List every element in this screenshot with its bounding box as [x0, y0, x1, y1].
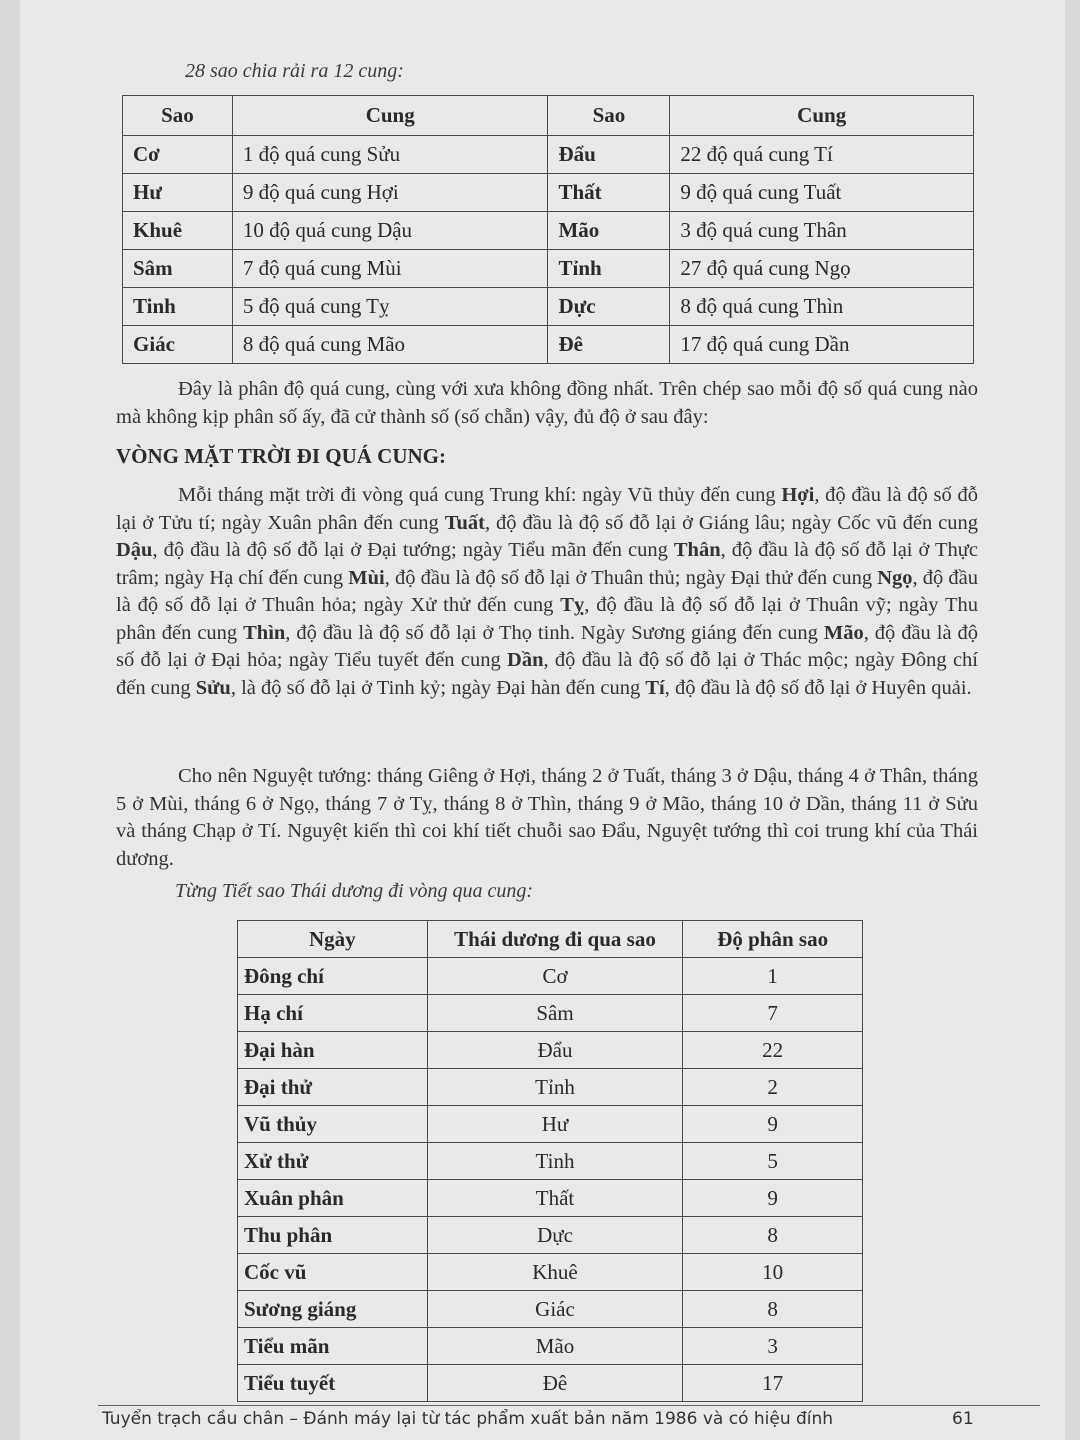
degree-cell: 1	[683, 958, 863, 995]
degree-cell: 8	[683, 1217, 863, 1254]
col-header-cung: Cung	[670, 96, 974, 136]
text-run: , độ đầu là độ số đỗ lại ở Đại tướng; ngày Tiểu mãn đến cung	[152, 539, 674, 561]
star-cell: Sâm	[123, 250, 233, 288]
solar-terms-table	[237, 920, 863, 1402]
star-cell: Khuê	[123, 212, 233, 250]
degree-cell: 2	[683, 1069, 863, 1106]
palace-name: Thân	[673, 539, 721, 561]
text-run: , độ đầu là độ số đỗ lại ở Đại hỏa; ngày Tiểu tuyết đến cung	[116, 621, 978, 671]
star-cell: Cơ	[427, 958, 683, 995]
page-number: 61	[952, 1409, 974, 1429]
star-cell: Sâm	[427, 995, 683, 1032]
degree-cell: 22	[683, 1032, 863, 1069]
table2-caption: Từng Tiết sao Thái dương đi vòng qua cung:	[175, 880, 534, 902]
col-header-cung: Cung	[232, 96, 548, 136]
palace-name: Mão	[823, 621, 864, 644]
table-row	[123, 174, 974, 212]
palace-cell: 5 độ quá cung Tỵ	[232, 288, 548, 326]
degree-cell: 17	[683, 1365, 863, 1402]
palace-cell: 7 độ quá cung Mùi	[232, 250, 548, 288]
star-cell: Thất	[548, 174, 670, 212]
palace-name: Ngọ	[877, 566, 913, 589]
day-cell: Xử thử	[238, 1143, 428, 1180]
star-cell: Tinh	[123, 288, 233, 326]
star-cell: Đẩu	[427, 1032, 683, 1069]
text-run: Mỗi tháng mặt trời đi vòng quá cung Trung khí: ngày Vũ thủy đến cung	[178, 484, 782, 506]
footer-text: Tuyển trạch cầu chân – Đánh máy lại từ tác phẩm xuất bản năm 1986 và có hiệu đính	[102, 1409, 834, 1429]
text-run: , độ đầu là độ số đỗ lại ở Tửu tí; ngày Xuân phân đến cung	[116, 484, 978, 534]
degree-cell: 9	[683, 1106, 863, 1143]
text-run: , độ đầu là độ số đỗ lại ở Thực trâm; ngày Hạ chí đến cung	[116, 539, 978, 589]
table-row	[238, 1254, 863, 1291]
star-cell: Tinh	[427, 1143, 683, 1180]
palace-cell: 8 độ quá cung Mão	[232, 326, 548, 364]
palace-name: Hợi	[781, 484, 815, 506]
palace-name: Dậu	[116, 539, 153, 561]
star-cell: Đê	[427, 1365, 683, 1402]
palace-cell: 3 độ quá cung Thân	[670, 212, 974, 250]
text-run: , độ đầu là độ số đỗ lại ở Thuân vỹ; ngày Thu phân đến cung	[116, 594, 979, 644]
palace-cell: 8 độ quá cung Thìn	[670, 288, 974, 326]
palace-cell: 1 độ quá cung Sửu	[232, 136, 548, 174]
day-cell: Đông chí	[238, 958, 428, 995]
palace-cell: 22 độ quá cung Tí	[670, 136, 974, 174]
table-row	[238, 1143, 863, 1180]
star-cell: Thất	[427, 1180, 683, 1217]
table-row	[238, 1180, 863, 1217]
day-cell: Tiểu tuyết	[238, 1365, 428, 1402]
palace-name: Tỵ	[560, 594, 585, 616]
table-row	[238, 1328, 863, 1365]
table-header-row	[123, 96, 974, 136]
star-cell: Mão	[427, 1328, 683, 1365]
table-header-row	[238, 921, 863, 958]
table1-caption: 28 sao chia rải ra 12 cung:	[185, 60, 404, 82]
palace-cell: 9 độ quá cung Hợi	[232, 174, 548, 212]
star-cell: Giác	[123, 326, 233, 364]
table-row	[238, 1291, 863, 1328]
table-row	[123, 288, 974, 326]
text-run: , là độ số đỗ lại ở Tinh kỷ; ngày Đại hàn đến cung	[230, 676, 646, 699]
star-cell: Khuê	[427, 1254, 683, 1291]
table-row	[123, 250, 974, 288]
degree-cell: 9	[683, 1180, 863, 1217]
text-run: , độ đầu là độ số đỗ lại ở Thác mộc; ngày Đông chí đến cung	[116, 649, 978, 699]
day-cell: Sương giáng	[238, 1291, 428, 1328]
degree-cell: 8	[683, 1291, 863, 1328]
col-header-sao: Sao	[123, 96, 233, 136]
day-cell: Đại hàn	[238, 1032, 428, 1069]
star-cell: Dực	[548, 288, 670, 326]
day-cell: Vũ thủy	[238, 1106, 428, 1143]
star-cell: Tỉnh	[548, 250, 670, 288]
degree-cell: 10	[683, 1254, 863, 1291]
day-cell: Thu phân	[238, 1217, 428, 1254]
section-heading: VÒNG MẶT TRỜI ĐI QUÁ CUNG:	[116, 444, 446, 468]
palace-name: Tuất	[444, 511, 486, 534]
table-row	[238, 1032, 863, 1069]
col-header-thai-duong: Thái dương đi qua sao	[427, 921, 683, 958]
day-cell: Xuân phân	[238, 1180, 428, 1217]
star-cell: Giác	[427, 1291, 683, 1328]
paragraph-sun-palaces	[116, 482, 978, 702]
text-run: , độ đầu là độ số đỗ lại ở Huyên quải.	[664, 676, 972, 699]
palace-name: Thìn	[243, 621, 286, 644]
day-cell: Đại thử	[238, 1069, 428, 1106]
table-row	[238, 1217, 863, 1254]
table-row	[238, 1365, 863, 1402]
star-cell: Dực	[427, 1217, 683, 1254]
col-header-sao: Sao	[548, 96, 670, 136]
paragraph-moon-generals: Cho nên Nguyệt tướng: tháng Giêng ở Hợi, tháng 2 ở Tuất, tháng 3 ở Dậu, tháng 4 ở Thân, tháng 5 ở Mùi, tháng 6 ở Ngọ, tháng 7 ở Tỵ, tháng 8 ở Thìn, tháng 9 ở Mão, tháng 10 ở Dần, tháng 11 ở Sửu và tháng Chạp ở Tí. Nguyệt kiến thì coi khí tiết chuỗi sao Đẩu, Nguyệt tướng thì coi trung khí của Thái dương.	[116, 765, 978, 870]
palace-name: Tí	[645, 676, 665, 699]
footer-divider	[98, 1405, 1040, 1406]
text-run: , độ đầu là độ số đỗ lại ở Thuân hỏa; ngày Xử thử đến cung	[116, 566, 978, 616]
palace-cell: 27 độ quá cung Ngọ	[670, 250, 974, 288]
star-cell: Hư	[427, 1106, 683, 1143]
palace-cell: 9 độ quá cung Tuất	[670, 174, 974, 212]
table-row	[238, 958, 863, 995]
day-cell: Tiểu mãn	[238, 1328, 428, 1365]
palace-cell: 10 độ quá cung Dậu	[232, 212, 548, 250]
table-row	[123, 136, 974, 174]
text-run: , độ đầu là độ số đỗ lại ở Thuân thủ; ngày Đại thử đến cung	[384, 566, 878, 589]
table-row	[123, 212, 974, 250]
stars-palace-table	[122, 95, 974, 364]
star-cell: Đẩu	[548, 136, 670, 174]
star-cell: Đê	[548, 326, 670, 364]
table-row	[238, 995, 863, 1032]
palace-cell: 17 độ quá cung Dần	[670, 326, 974, 364]
text-run: , độ đầu là độ số đỗ lại ở Giáng lâu; ngày Cốc vũ đến cung	[485, 511, 979, 534]
table-row	[238, 1106, 863, 1143]
book-page	[20, 0, 1065, 1440]
palace-name: Mùi	[348, 566, 385, 589]
star-cell: Cơ	[123, 136, 233, 174]
col-header-ngay: Ngày	[238, 921, 428, 958]
palace-name: Dần	[507, 649, 544, 671]
table-row	[238, 1069, 863, 1106]
table-row	[123, 326, 974, 364]
day-cell: Cốc vũ	[238, 1254, 428, 1291]
degree-cell: 3	[683, 1328, 863, 1365]
degree-cell: 7	[683, 995, 863, 1032]
star-cell: Mão	[548, 212, 670, 250]
star-cell: Tỉnh	[427, 1069, 683, 1106]
text-run: , độ đầu là độ số đỗ lại ở Thọ tinh. Ngày Sương giáng đến cung	[285, 621, 824, 644]
day-cell: Hạ chí	[238, 995, 428, 1032]
col-header-do-phan-sao: Độ phân sao	[683, 921, 863, 958]
star-cell: Hư	[123, 174, 233, 212]
palace-name: Sửu	[195, 676, 231, 699]
degree-cell: 5	[683, 1143, 863, 1180]
paragraph-intro: Đây là phân độ quá cung, cùng với xưa không đồng nhất. Trên chép sao mỗi độ số quá cung nào mà không kịp phân số ấy, đã cử thành số (số chẵn) vậy, đủ độ ở sau đây:	[116, 378, 978, 428]
